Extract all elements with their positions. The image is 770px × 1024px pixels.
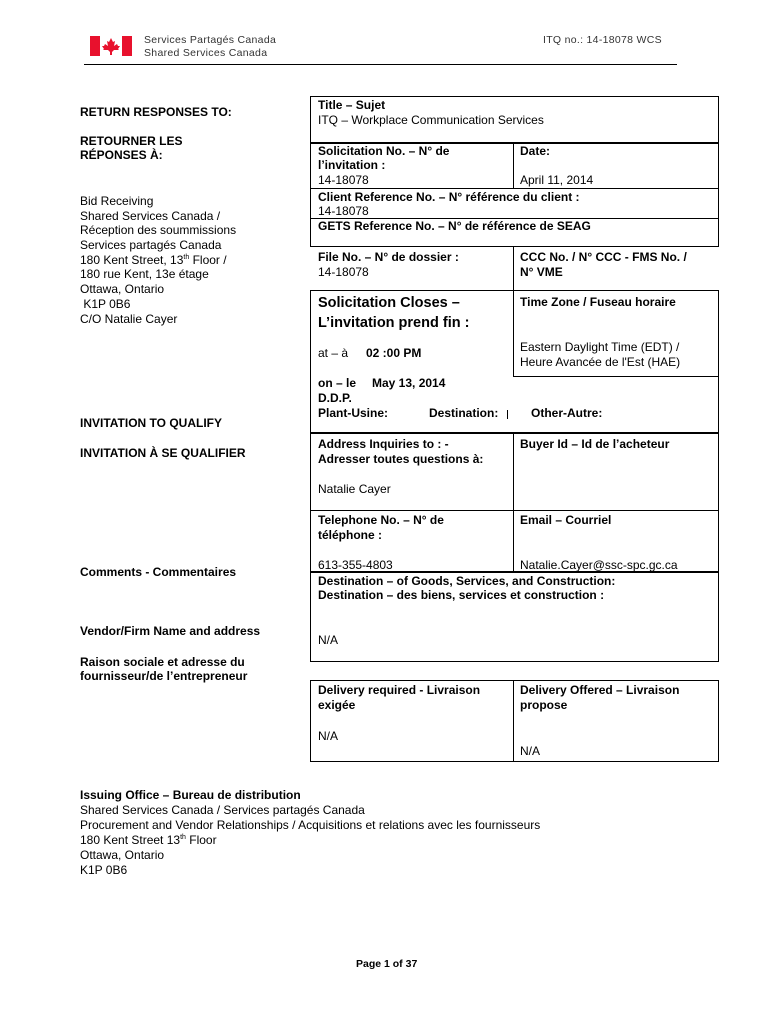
vendor-label-fr-1: Raison sociale et adresse du [80,655,245,669]
return-responses-fr-2: RÉPONSES À: [80,148,163,162]
on-value: May 13, 2014 [372,376,446,390]
comments-label: Comments - Commentaires [80,565,237,579]
other-label: Other-Autre: [531,406,603,420]
destination-goods-value: N/A [318,633,339,647]
destination-goods-label: Destination – of Goods, Services, and Construction: [318,574,616,588]
address-line: 180 rue Kent, 13e étage [80,267,209,281]
at-label: at – à [318,346,349,360]
closes-label-2: L’invitation prend fin : [318,315,470,331]
at-value: 02 :00 PM [366,346,422,360]
email-value: Natalie.Cayer@ssc-spc.gc.ca [520,558,678,572]
vendor-label-fr-2: fournisseur/de l’entrepreneur [80,669,248,683]
divider [513,376,719,377]
issuing-line: Shared Services Canada / Services partagés Canada [80,803,365,817]
org-name-fr: Services Partagés Canada [144,34,277,46]
issuing-line: Ottawa, Ontario [80,848,165,862]
address-line: Services partagés Canada [80,238,222,252]
vendor-label-en: Vendor/Firm Name and address [80,624,261,638]
title-value: ITQ – Workplace Communication Services [318,113,544,127]
solicitation-value: 14-18078 [318,173,369,187]
title-label: Title – Sujet [318,98,386,112]
file-value: 14-18078 [318,265,369,279]
telephone-label-2: téléphone : [318,528,383,542]
ccc-label-2: N° VME [520,265,563,279]
return-responses-fr-1: RETOURNER LES [80,134,183,148]
destination-goods-label-2: Destination – des biens, services et construction : [318,588,605,602]
org-name-en: Shared Services Canada [144,47,268,59]
return-responses-en: RETURN RESPONSES TO: [80,105,232,119]
issuing-line: K1P 0B6 [80,863,128,877]
divider [513,143,514,188]
header-divider [84,64,677,65]
delivery-required-label-2: exigée [318,698,356,712]
divider [513,247,514,290]
address-line: 180 Kent Street, 13th Floor / [80,253,227,267]
solicitation-label: Solicitation No. – N° de [318,144,450,158]
canada-flag-icon [90,36,132,56]
address-inquiries-label: Address Inquiries to : - [318,437,449,451]
telephone-value: 613-355-4803 [318,558,393,572]
issuing-line: 180 Kent Street 13th Floor [80,833,217,847]
date-value: April 11, 2014 [520,173,594,187]
closes-label-1: Solicitation Closes – [318,295,460,311]
address-line: Ottawa, Ontario [80,282,165,296]
divider [513,433,514,572]
file-label: File No. – N° de dossier : [318,250,459,264]
email-label: Email – Courriel [520,513,612,527]
issuing-office-heading: Issuing Office – Bureau de distribution [80,788,301,802]
address-line: Réception des soummissions [80,223,237,237]
address-inquiries-value: Natalie Cayer [318,482,391,496]
client-ref-label: Client Reference No. – N° référence du client : [318,190,580,204]
timezone-value-1: Eastern Daylight Time (EDT) / [520,340,680,354]
address-line: C/O Natalie Cayer [80,312,178,326]
address-line: Shared Services Canada / [80,209,221,223]
destination-label: Destination: [429,406,499,420]
divider [513,680,514,762]
address-line: Bid Receiving [80,194,154,208]
solicitation-label-2: l’invitation : [318,158,386,172]
address-inquiries-label-2: Adresser toutes questions à: [318,452,484,466]
timezone-label: Time Zone / Fuseau horaire [520,295,676,309]
divider [507,410,508,419]
timezone-value-2: Heure Avancée de l'Est (HAE) [520,355,681,369]
invitation-en: INVITATION TO QUALIFY [80,416,222,430]
gets-label: GETS Reference No. – N° de référence de SEAG [318,219,591,233]
buyer-label: Buyer Id – Id de l’acheteur [520,437,670,451]
address-line: K1P 0B6 [80,297,131,311]
delivery-offered-value: N/A [520,744,541,758]
telephone-label: Telephone No. – N° de [318,513,444,527]
ddp-label: D.D.P. [318,391,352,405]
delivery-offered-label-2: propose [520,698,568,712]
delivery-offered-label: Delivery Offered – Livraison [520,683,680,697]
client-ref-value: 14-18078 [318,204,369,218]
plant-label: Plant-Usine: [318,406,389,420]
divider [310,188,719,189]
ccc-label: CCC No. / N° CCC - FMS No. / [520,250,687,264]
divider [513,290,514,376]
divider [310,510,719,511]
invitation-fr: INVITATION À SE QUALIFIER [80,446,246,460]
issuing-line: Procurement and Vendor Relationships / Acquisitions et relations avec les fournisseurs [80,818,541,832]
on-label: on – le [318,376,357,390]
delivery-required-label: Delivery required - Livraison [318,683,481,697]
delivery-required-value: N/A [318,729,339,743]
itq-number: ITQ no.: 14-18078 WCS [543,34,662,46]
page-number: Page 1 of 37 [356,958,418,970]
date-label: Date: [520,144,551,158]
